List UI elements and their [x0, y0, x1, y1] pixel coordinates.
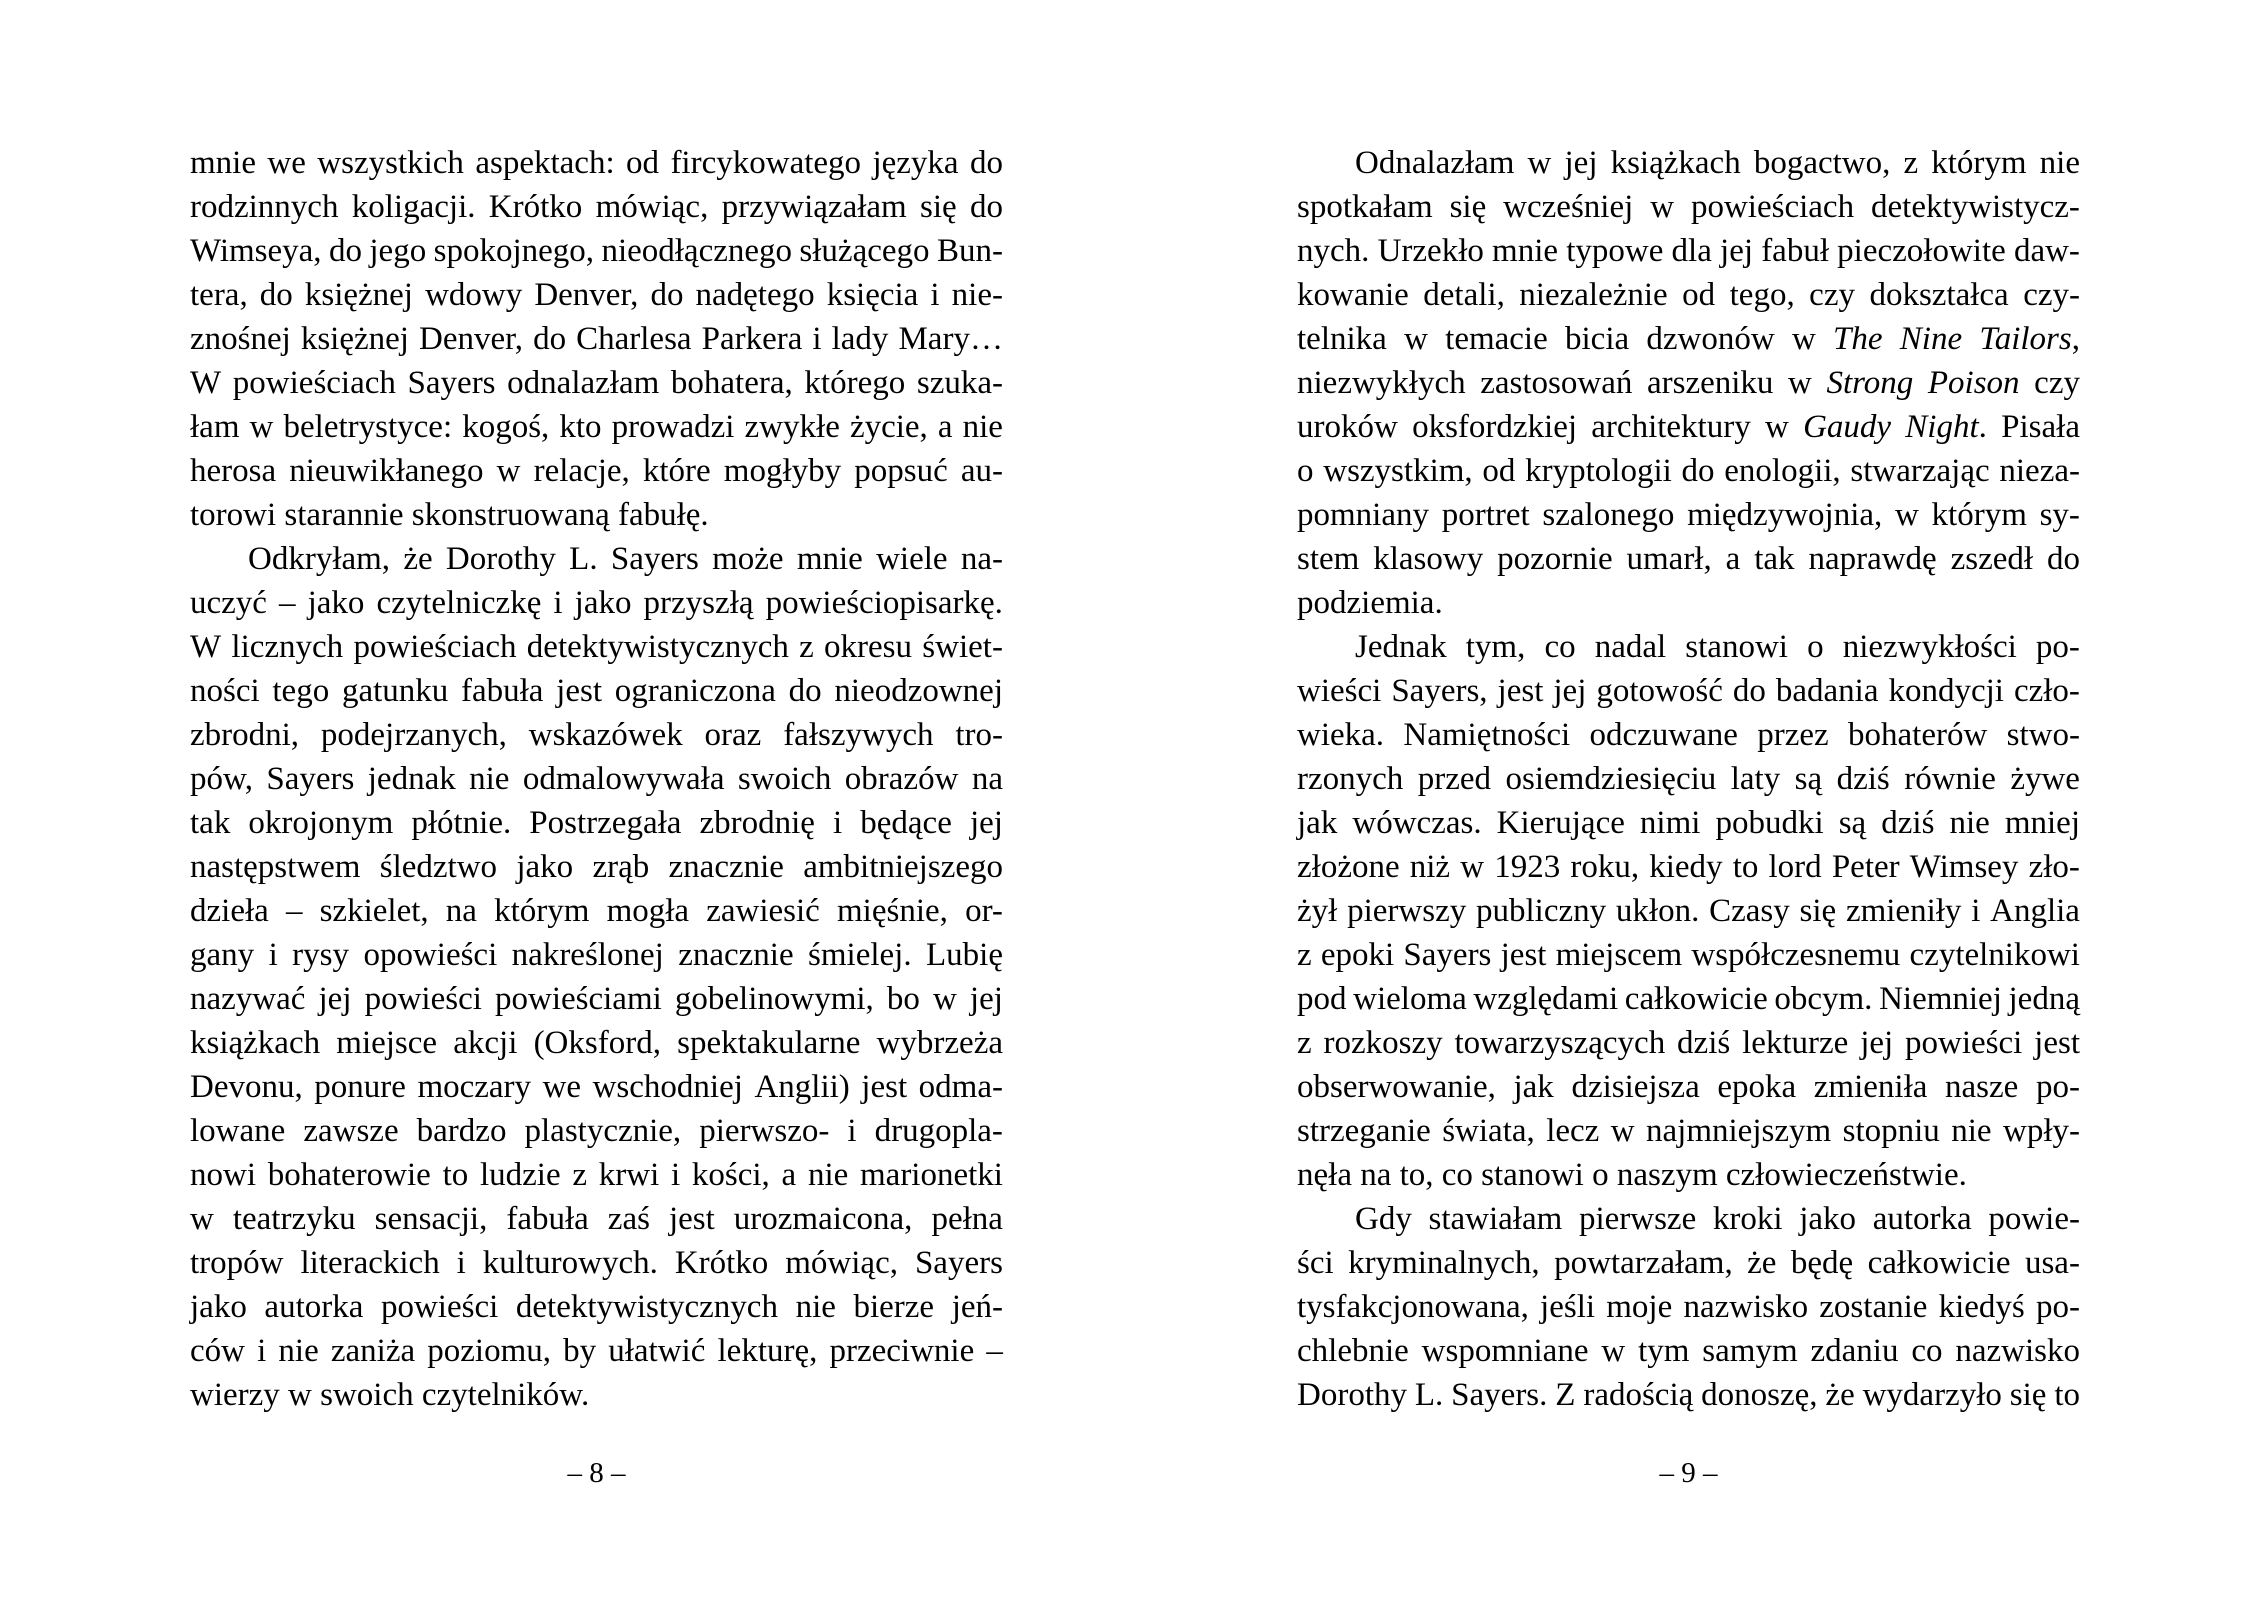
- text-line: tropów literackich i kulturowych. Krótko mówiąc, Sayers: [190, 1245, 1003, 1281]
- text-line: gany i rysy opowieści nakreślonej znacznie śmielej. Lubię: [190, 937, 1003, 973]
- text-line: lowane zawsze bardzo plastycznie, pierwszo- i drugopla-: [190, 1113, 1003, 1149]
- text-line: uroków oksfordzkiej architektury w Gaudy Night. Pisała: [1297, 409, 2080, 445]
- text-line: jako autorka powieści detektywistycznych nie bierze jeń-: [190, 1289, 1003, 1325]
- text-line: zbrodni, podejrzanych, wskazówek oraz fałszywych tro-: [190, 717, 1003, 753]
- text-line: jak wówczas. Kierujące nimi pobudki są dziś nie mniej: [1297, 805, 2080, 841]
- text-line: W licznych powieściach detektywistycznych z okresu świet-: [190, 629, 1003, 665]
- text-line: Devonu, ponure moczary we wschodniej Anglii) jest odma-: [190, 1069, 1003, 1105]
- text-line: tera, do księżnej wdowy Denver, do nadętego księcia i nie-: [190, 277, 1003, 313]
- text-line: W powieściach Sayers odnalazłam bohatera, którego szuka-: [190, 365, 1003, 401]
- text-line: Wimseya, do jego spokojnego, nieodłącznego służącego Bun-: [190, 233, 1003, 269]
- text-line: książkach miejsce akcji (Oksford, spektakularne wybrzeża: [190, 1025, 1003, 1061]
- right-page-number: – 9 –: [1659, 1457, 1718, 1489]
- text-line: kowanie detali, niezależnie od tego, czy dokształca czy-: [1297, 277, 2080, 313]
- text-line: torowi starannie skonstruowaną fabułę.: [190, 497, 709, 533]
- text-line: uczyć – jako czytelniczkę i jako przyszłą powieściopisarkę.: [190, 585, 1003, 621]
- text-line: niezwykłych zastosowań arszeniku w Strong Poison czy: [1297, 365, 2080, 401]
- text-line: stem klasowy pozornie umarł, a tak naprawdę zszedł do: [1297, 541, 2080, 577]
- text-line: podziemia.: [1297, 585, 1443, 621]
- text-line: z epoki Sayers jest miejscem współczesnemu czytelnikowi: [1297, 937, 2080, 973]
- text-line: Odnalazłam w jej książkach bogactwo, z którym nie: [1355, 145, 2080, 181]
- text-line: w teatrzyku sensacji, fabuła zaś jest urozmaicona, pełna: [190, 1201, 1003, 1237]
- text-line: ców i nie zaniża poziomu, by ułatwić lekturę, przeciwnie –: [190, 1333, 1003, 1369]
- text-line: żył pierwszy publiczny ukłon. Czasy się zmieniły i Anglia: [1297, 893, 2080, 929]
- text-line: Dorothy L. Sayers. Z radością donoszę, że wydarzyło się to: [1297, 1377, 2080, 1413]
- text-line: ści kryminalnych, powtarzałam, że będę całkowicie usa-: [1297, 1245, 2080, 1281]
- text-line: herosa nieuwikłanego w relacje, które mogłyby popsuć au-: [190, 453, 1003, 489]
- text-line: nowi bohaterowie to ludzie z krwi i kości, a nie marionetki: [190, 1157, 1003, 1193]
- text-line: z rozkoszy towarzyszących dziś lekturze jej powieści jest: [1297, 1025, 2080, 1061]
- text-line: łam w beletrystyce: kogoś, kto prowadzi zwykłe życie, a nie: [190, 409, 1003, 445]
- text-line: tysfakcjonowana, jeśli moje nazwisko zostanie kiedyś po-: [1297, 1289, 2080, 1325]
- text-line: wieści Sayers, jest jej gotowość do badania kondycji czło-: [1297, 673, 2080, 709]
- text-line: spotkałam się wcześniej w powieściach detektywistycz-: [1297, 189, 2080, 225]
- text-line: nych. Urzekło mnie typowe dla jej fabuł pieczołowite daw-: [1297, 233, 2080, 269]
- left-page-number: – 8 –: [567, 1457, 626, 1489]
- text-line: mnie we wszystkich aspektach: od fircykowatego języka do: [190, 145, 1003, 181]
- text-line: rzonych przed osiemdziesięciu laty są dziś równie żywe: [1297, 761, 2080, 797]
- text-line: pomniany portret szalonego międzywojnia, w którym sy-: [1297, 497, 2080, 533]
- text-line: znośnej księżnej Denver, do Charlesa Parkera i lady Mary…: [190, 321, 1003, 357]
- text-line: o wszystkim, od kryptologii do enologii, stwarzając nieza-: [1297, 453, 2080, 489]
- text-line: ności tego gatunku fabuła jest ograniczona do nieodzownej: [190, 673, 1003, 709]
- text-line: wieka. Namiętności odczuwane przez bohaterów stwo-: [1297, 717, 2080, 753]
- text-line: pod wieloma względami całkowicie obcym. Niemniej jedną: [1297, 981, 2080, 1017]
- text-line: dzieła – szkielet, na którym mogła zawiesić mięśnie, or-: [190, 893, 1003, 929]
- text-line: tak okrojonym płótnie. Postrzegała zbrodnię i będące jej: [190, 805, 1003, 841]
- text-line: nazywać jej powieści powieściami gobelinowymi, bo w jej: [190, 981, 1003, 1017]
- text-line: rodzinnych koligacji. Krótko mówiąc, przywiązałam się do: [190, 189, 1003, 225]
- text-line: obserwowanie, jak dzisiejsza epoka zmieniła nasze po-: [1297, 1069, 2080, 1105]
- text-line: chlebnie wspomniane w tym samym zdaniu co nazwisko: [1297, 1333, 2080, 1369]
- left-page-text-block: [190, 141, 1003, 1417]
- text-line: następstwem śledztwo jako zrąb znacznie ambitniejszego: [190, 849, 1003, 885]
- text-line: nęła na to, co stanowi o naszym człowieczeństwie.: [1297, 1157, 1967, 1193]
- text-line: Gdy stawiałam pierwsze kroki jako autorka powie-: [1355, 1201, 2080, 1237]
- text-line: pów, Sayers jednak nie odmalowywała swoich obrazów na: [190, 761, 1003, 797]
- text-line: strzeganie świata, lecz w najmniejszym stopniu nie wpły-: [1297, 1113, 2080, 1149]
- text-line: złożone niż w 1923 roku, kiedy to lord Peter Wimsey zło-: [1297, 849, 2080, 885]
- text-line: Odkryłam, że Dorothy L. Sayers może mnie wiele na-: [248, 541, 1003, 577]
- text-line: telnika w temacie bicia dzwonów w The Nine Tailors,: [1297, 321, 2080, 357]
- text-line: wierzy w swoich czytelników.: [190, 1377, 590, 1413]
- right-page-text-block: [1297, 141, 2080, 1417]
- text-line: Jednak tym, co nadal stanowi o niezwykłości po-: [1355, 629, 2080, 665]
